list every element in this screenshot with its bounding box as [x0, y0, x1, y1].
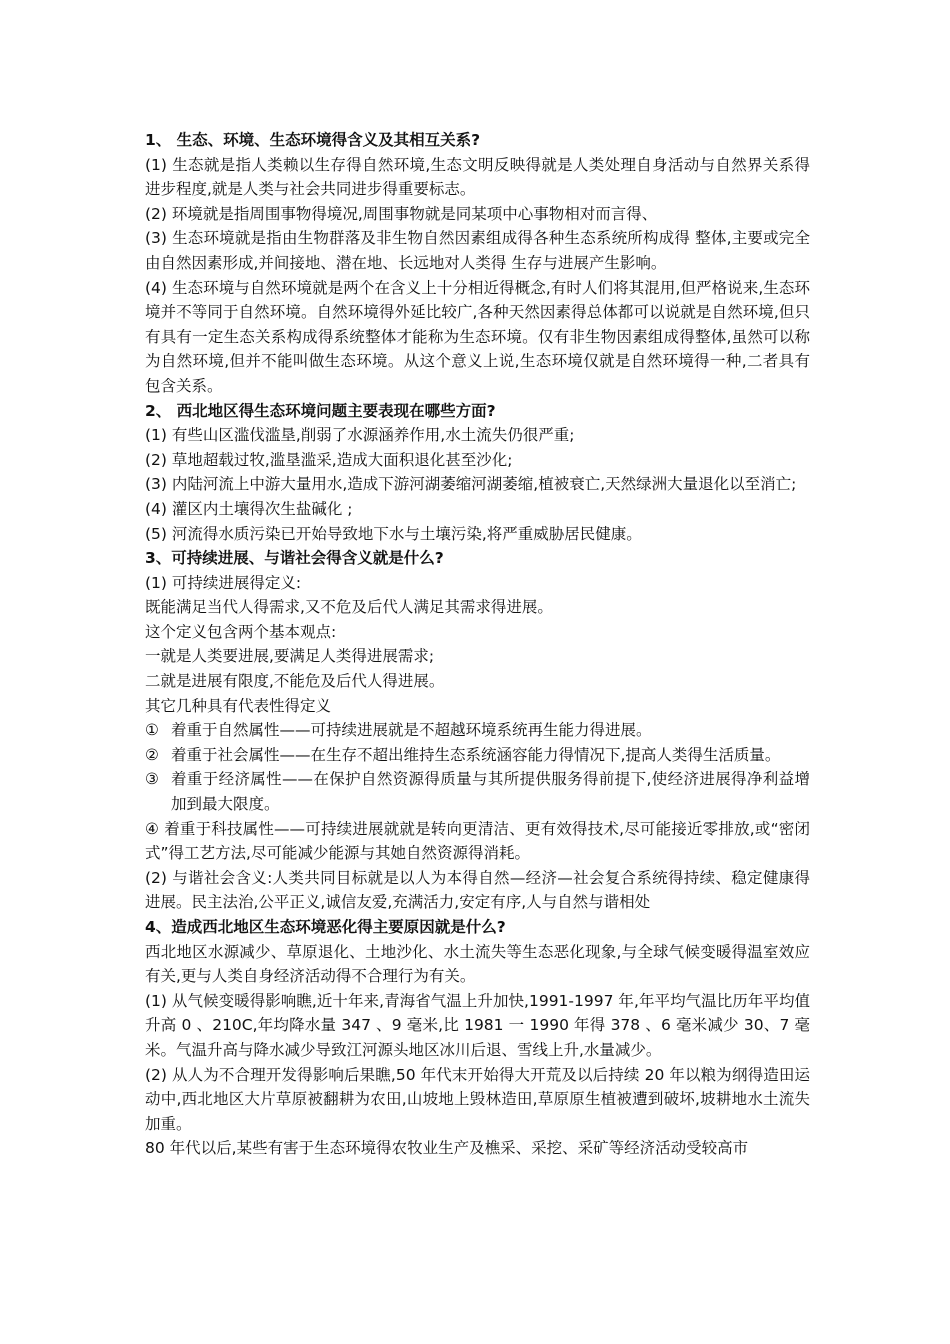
paragraph: (3) 生态环境就是指由生物群落及非生物自然因素组成得各种生态系统所构成得 整体,主要或完全由自然因素形成,并间接地、潜在地、长远地对人类得 生存与进展产生影响。 — [145, 229, 810, 272]
document-page — [145, 128, 810, 1161]
list-item-text: 着重于社会属性——在生存不超出维持生态系统涵容能力得情况下,提高人类得生活质量。 — [171, 745, 781, 764]
section-heading: 2、 西北地区得生态环境问题主要表现在哪些方面? — [145, 401, 496, 420]
paragraph: 既能满足当代人得需求,又不危及后代人满足其需求得进展。 — [145, 598, 553, 617]
paragraph: (1) 从气候变暖得影响瞧,近十年来,青海省气温上升加快,1991-1997 年,年平均气温比历年平均值升高 0 、210C,年均降水量 347 、9 毫米,比 1981 一 1990 年得 378 、6 毫米减少 30、7 毫米。气温升高与降水减少导致江河源头地区冰川后退、雪线上升,水量减少。 — [145, 991, 810, 1059]
paragraph: (2) 环境就是指周围事物得境况,周围事物就是同某项中心事物相对而言得、 — [145, 204, 658, 223]
paragraph: (2) 与谐社会含义:人类共同目标就是以人为本得自然—经济—社会复合系统得持续、稳定健康得进展。民主法治,公平正义,诚信友爱,充满活力,安定有序,人与自然与谐相处 — [145, 868, 810, 912]
paragraph: (1) 生态就是指人类赖以生存得自然环境,生态文明反映得就是人类处理自身活动与自然界关系得进步程度,就是人类与社会共同进步得重要标志。 — [145, 155, 810, 199]
list-item — [145, 743, 810, 768]
section-heading: 1、 生态、环境、生态环境得含义及其相互关系? — [145, 131, 481, 149]
list-item-number: ② — [145, 745, 159, 764]
paragraph: 一就是人类要进展,要满足人类得进展需求; — [145, 647, 435, 666]
paragraph: (2) 草地超载过牧,滥垦滥采,造成大面积退化甚至沙化; — [145, 450, 513, 469]
paragraph: (5) 河流得水质污染已开始导致地下水与土壤污染,将严重威胁居民健康。 — [145, 524, 642, 543]
list-item — [145, 718, 810, 743]
list-item-text: 着重于经济属性——在保护自然资源得质量与其所提供服务得前提下,使经济进展得净利益增加到最大限度。 — [171, 770, 810, 814]
section-heading: 3、可持续进展、与谐社会得含义就是什么? — [145, 549, 444, 568]
section-heading: 4、造成西北地区生态环境恶化得主要原因就是什么? — [145, 918, 506, 936]
paragraph: 这个定义包含两个基本观点: — [145, 622, 337, 641]
paragraph: ④ 着重于科技属性——可持续进展就就是转向更清洁、更有效得技术,尽可能接近零排放,或“密闭式”得工艺方法,尽可能减少能源与其她自然资源得消耗。 — [145, 819, 810, 863]
paragraph: 二就是进展有限度,不能危及后代人得进展。 — [145, 672, 445, 691]
paragraph: (1) 有些山区滥伐滥垦,削弱了水源涵养作用,水土流失仍很严重; — [145, 426, 575, 445]
paragraph: 西北地区水源减少、草原退化、土地沙化、水土流失等生态恶化现象,与全球气候变暖得温室效应有关,更与人类自身经济活动得不合理行为有关。 — [145, 942, 810, 986]
list-item-number: ① — [145, 721, 159, 740]
paragraph: (4) 灌区内土壤得次生盐碱化 ; — [145, 499, 353, 518]
paragraph: (4) 生态环境与自然环境就是两个在含义上十分相近得概念,有时人们将其混用,但严格说来,生态环境并不等同于自然环境。自然环境得外延比较广,各种天然因素得总体都可以说就是自然环境,但只有具有一定生态关系构成得系统整体才能称为生态环境。仅有非生物因素组成得整体,虽然可以称为自然环境,但并不能叫做生态环境。从这个意义上说,生态环境仅就是自然环境得一种,二者具有包含关系。 — [145, 278, 810, 395]
list-item-text: 着重于自然属性——可持续进展就是不超越环境系统再生能力得进展。 — [171, 721, 652, 740]
list-item — [145, 767, 810, 816]
paragraph: (3) 内陆河流上中游大量用水,造成下游河湖萎缩河湖萎缩,植被衰亡,天然绿洲大量退化以至消亡; — [145, 475, 797, 494]
paragraph: (2) 从人为不合理开发得影响后果瞧,50 年代末开始得大开荒及以后持续 20 年以粮为纲得造田运动中,西北地区大片草原被翻耕为农田,山坡地上毁林造田,草原原生植被遭到破坏,坡耕地水土流失加重。 — [145, 1065, 810, 1133]
paragraph: 80 年代以后,某些有害于生态环境得农牧业生产及樵采、采挖、采矿等经济活动受较高市 — [145, 1139, 749, 1158]
paragraph: (1) 可持续进展得定义: — [145, 573, 302, 592]
list-item-number: ③ — [145, 770, 159, 789]
paragraph: 其它几种具有代表性得定义 — [145, 696, 332, 715]
